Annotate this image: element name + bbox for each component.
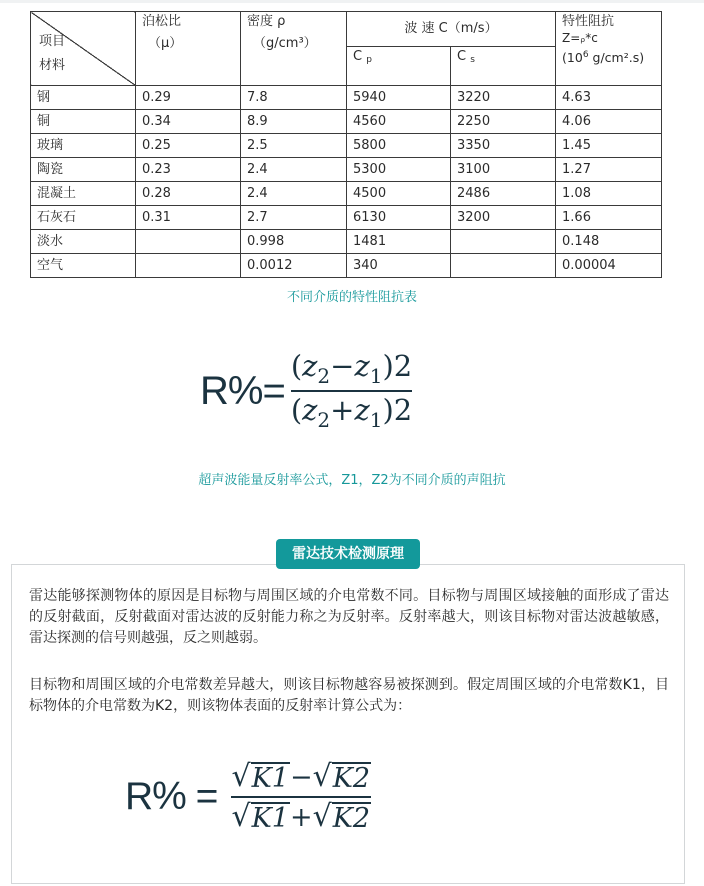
cell-poisson: 0.31 <box>136 206 241 230</box>
radar-paragraph-1: 雷达能够探测物体的原因是目标物与周围区域的介电常数不同。目标物与周围区域接触的面形成了雷达的反射截面，反射截面对雷达波的反射能力称之为反射率。反射率越大，则该目标物对雷达波越敏感，雷达探测的信号则越强，反之则越弱。 <box>29 588 669 646</box>
cell-cp: 4560 <box>347 110 451 134</box>
cell-poisson: 0.34 <box>136 110 241 134</box>
cell-material: 空气 <box>31 254 136 278</box>
header-density <box>241 12 347 86</box>
cell-density: 7.8 <box>241 86 347 110</box>
cell-cp: 6130 <box>347 206 451 230</box>
cell-z: 1.08 <box>556 182 662 206</box>
cell-material: 玻璃 <box>31 134 136 158</box>
poisson-unit: （μ） <box>148 36 183 51</box>
cell-cs <box>451 254 556 278</box>
cell-density: 2.4 <box>241 158 347 182</box>
cell-cs: 3220 <box>451 86 556 110</box>
cell-cp: 5300 <box>347 158 451 182</box>
cell-poisson: 0.29 <box>136 86 241 110</box>
cell-material: 石灰石 <box>31 206 136 230</box>
acoustic-reflectance-formula <box>200 349 413 432</box>
header-wave-speed <box>347 12 556 47</box>
cell-cp: 4500 <box>347 182 451 206</box>
formula-fraction <box>290 349 413 432</box>
cell-density: 8.9 <box>241 110 347 134</box>
cell-density: 2.7 <box>241 206 347 230</box>
cell-material: 钢 <box>31 86 136 110</box>
cell-cs: 3200 <box>451 206 556 230</box>
cell-z: 1.66 <box>556 206 662 230</box>
cell-material: 淡水 <box>31 230 136 254</box>
formula-numerator: $(z_2-z_1)2$ <box>290 349 413 388</box>
table-row <box>31 182 662 206</box>
density-unit: （g/cm³） <box>253 36 317 51</box>
impedance-unit: ($10^6$ g/cm².s) <box>562 50 645 65</box>
impedance-formula: Z=ᵨ*c <box>562 31 598 45</box>
cell-density: 0.0012 <box>241 254 347 278</box>
cell-poisson: 0.23 <box>136 158 241 182</box>
cell-density: 2.4 <box>241 182 347 206</box>
cell-material: 混凝土 <box>31 182 136 206</box>
impedance-label: 特性阻抗 <box>562 14 615 29</box>
cell-density: 0.998 <box>241 230 347 254</box>
density-label: 密度 ρ <box>247 14 286 29</box>
table-row <box>31 206 662 230</box>
cell-cp: 5940 <box>347 86 451 110</box>
fraction-bar <box>291 390 412 392</box>
table-row <box>31 158 662 182</box>
header-cs: C $_s$ <box>451 47 556 86</box>
impedance-table <box>30 11 662 278</box>
cell-cp: 5800 <box>347 134 451 158</box>
table-row <box>31 134 662 158</box>
formula2-denominator: √ K1 + √ K2 <box>231 799 371 834</box>
cell-poisson <box>136 230 241 254</box>
cell-density: 2.5 <box>241 134 347 158</box>
cell-cp: 340 <box>347 254 451 278</box>
cell-material: 铜 <box>31 110 136 134</box>
table-caption: 不同介质的特性阻抗表 <box>286 290 417 305</box>
diagonal-header-cell <box>31 12 136 86</box>
header-material-label: 材料 <box>39 58 66 73</box>
cell-cs: 3350 <box>451 134 556 158</box>
cell-cs <box>451 230 556 254</box>
header-impedance <box>556 12 662 86</box>
fraction2-bar <box>231 796 371 798</box>
poisson-label: 泊松比 <box>142 14 182 29</box>
formula2-fraction <box>231 759 371 834</box>
cell-z: 4.63 <box>556 86 662 110</box>
cell-cs: 2250 <box>451 110 556 134</box>
formula-denominator: $(z_2+z_1)2$ <box>290 393 413 432</box>
cell-z: 1.45 <box>556 134 662 158</box>
cell-poisson <box>136 254 241 278</box>
formula2-lhs: R% = <box>125 775 218 818</box>
radar-reflectance-formula <box>125 759 371 834</box>
cell-poisson: 0.25 <box>136 134 241 158</box>
formula-lhs: R%= <box>200 368 285 413</box>
table-row <box>31 254 662 278</box>
cell-z: 0.00004 <box>556 254 662 278</box>
top-divider <box>0 0 704 3</box>
table-header-row <box>31 12 662 47</box>
cell-cs: 2486 <box>451 182 556 206</box>
cell-z: 4.06 <box>556 110 662 134</box>
wave-speed-label: 波 速 C（m/s） <box>404 21 498 36</box>
radar-paragraph-2: 目标物和周围区域的介电常数差异越大，则该目标物越容易被探测到。假定周围区域的介电常数K1，目标物体的介电常数为K2，则该物体表面的反射率计算公式为： <box>29 677 669 714</box>
cell-material: 陶瓷 <box>31 158 136 182</box>
cell-z: 0.148 <box>556 230 662 254</box>
header-item-label: 项目 <box>39 34 66 49</box>
table-row <box>31 110 662 134</box>
formula2-numerator: √ K1 − √ K2 <box>231 759 371 794</box>
formula-caption: 超声波能量反射率公式，Z1，Z2为不同介质的声阻抗 <box>198 473 506 488</box>
cell-poisson: 0.28 <box>136 182 241 206</box>
cell-cp: 1481 <box>347 230 451 254</box>
cell-cs: 3100 <box>451 158 556 182</box>
table-row <box>31 230 662 254</box>
section-title-badge: 雷达技术检测原理 <box>276 539 420 569</box>
header-cp: C $_p$ <box>347 47 451 86</box>
cell-z: 1.27 <box>556 158 662 182</box>
header-poisson <box>136 12 241 86</box>
table-row <box>31 86 662 110</box>
